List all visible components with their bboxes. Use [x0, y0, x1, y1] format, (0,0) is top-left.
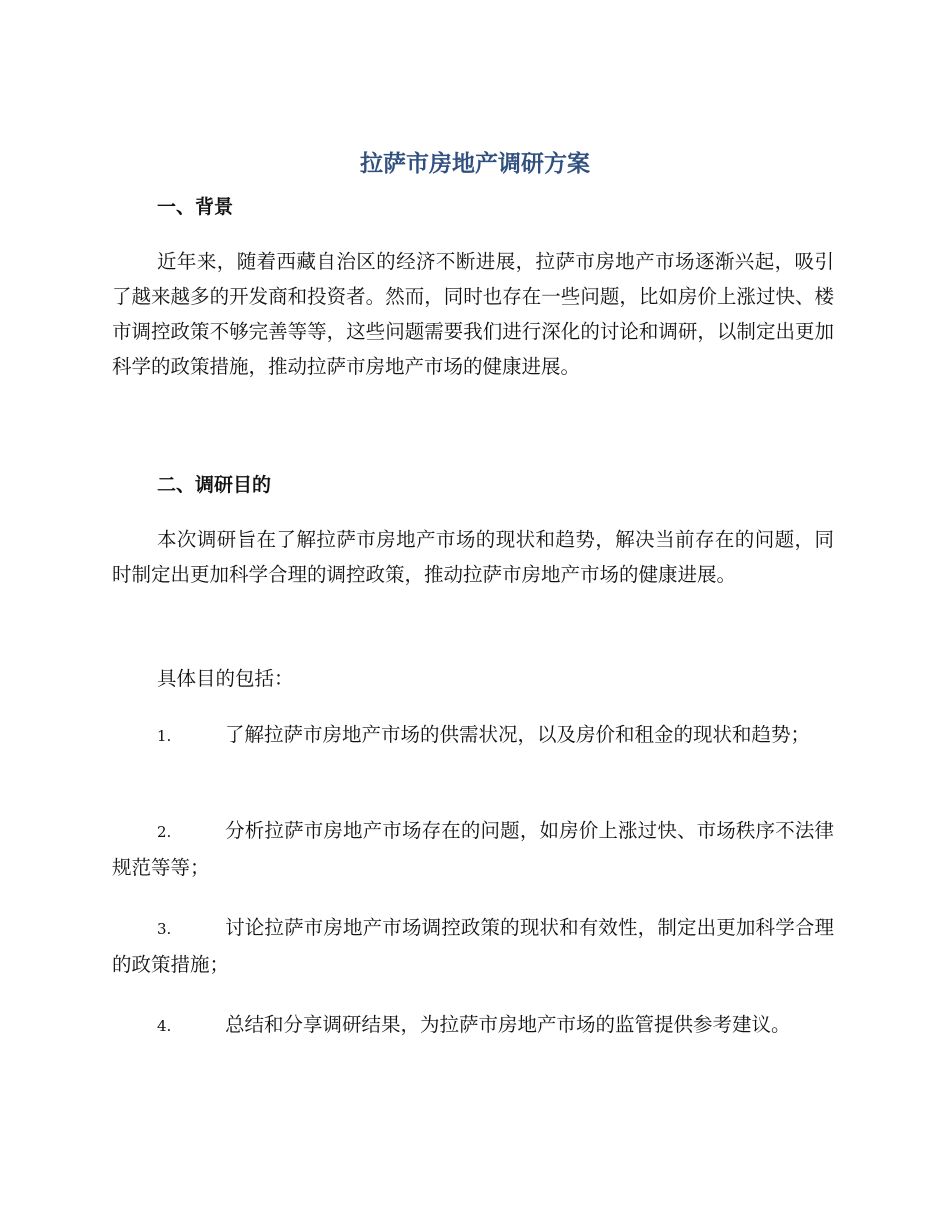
background-paragraph: 近年来，随着西藏自治区的经济不断进展，拉萨市房地产市场逐渐兴起，吸引了越来越多的开发商和投资者。然而，同时也存在一些问题，比如房价上涨过快、楼市调控政策不够完善等等，这些问题需要我们进行深化的讨论和调研，以制定出更加科学的政策措施，推动拉萨市房地产市场的健康进展。: [112, 250, 834, 378]
list-item-text: 了解拉萨市房地产市场的供需状况，以及房价和租金的现状和趋势；: [225, 723, 811, 746]
list-item-number: 1.: [157, 727, 172, 745]
section-heading-background: 一、背景: [157, 196, 234, 218]
list-item-text: 讨论拉萨市房地产市场调控政策的现状和有效性，制定出更加科学合理的政策措施；: [112, 916, 834, 976]
purpose-paragraph: 本次调研旨在了解拉萨市房地产市场的现状和趋势，解决当前存在的问题，同时制定出更加科学合理的调控政策，推动拉萨市房地产市场的健康进展。: [112, 528, 834, 586]
list-item-text: 分析拉萨市房地产市场存在的问题，如房价上涨过快、市场秩序不法律规范等等；: [112, 819, 834, 879]
list-item: [112, 717, 834, 754]
purpose-intro-paragraph: 具体目的包括：: [157, 667, 294, 690]
list-item-number: 3.: [157, 920, 172, 938]
list-item: [112, 813, 834, 885]
list-item: [112, 1007, 834, 1044]
list-item-text: 总结和分享调研结果，为拉萨市房地产市场的监管提供参考建议。: [225, 1013, 791, 1036]
section-heading-purpose: 二、调研目的: [157, 474, 272, 496]
list-item: [112, 910, 834, 982]
document-title: 拉萨市房地产调研方案: [360, 151, 590, 177]
list-item-number: 4.: [157, 1017, 172, 1035]
list-item-number: 2.: [157, 823, 172, 841]
